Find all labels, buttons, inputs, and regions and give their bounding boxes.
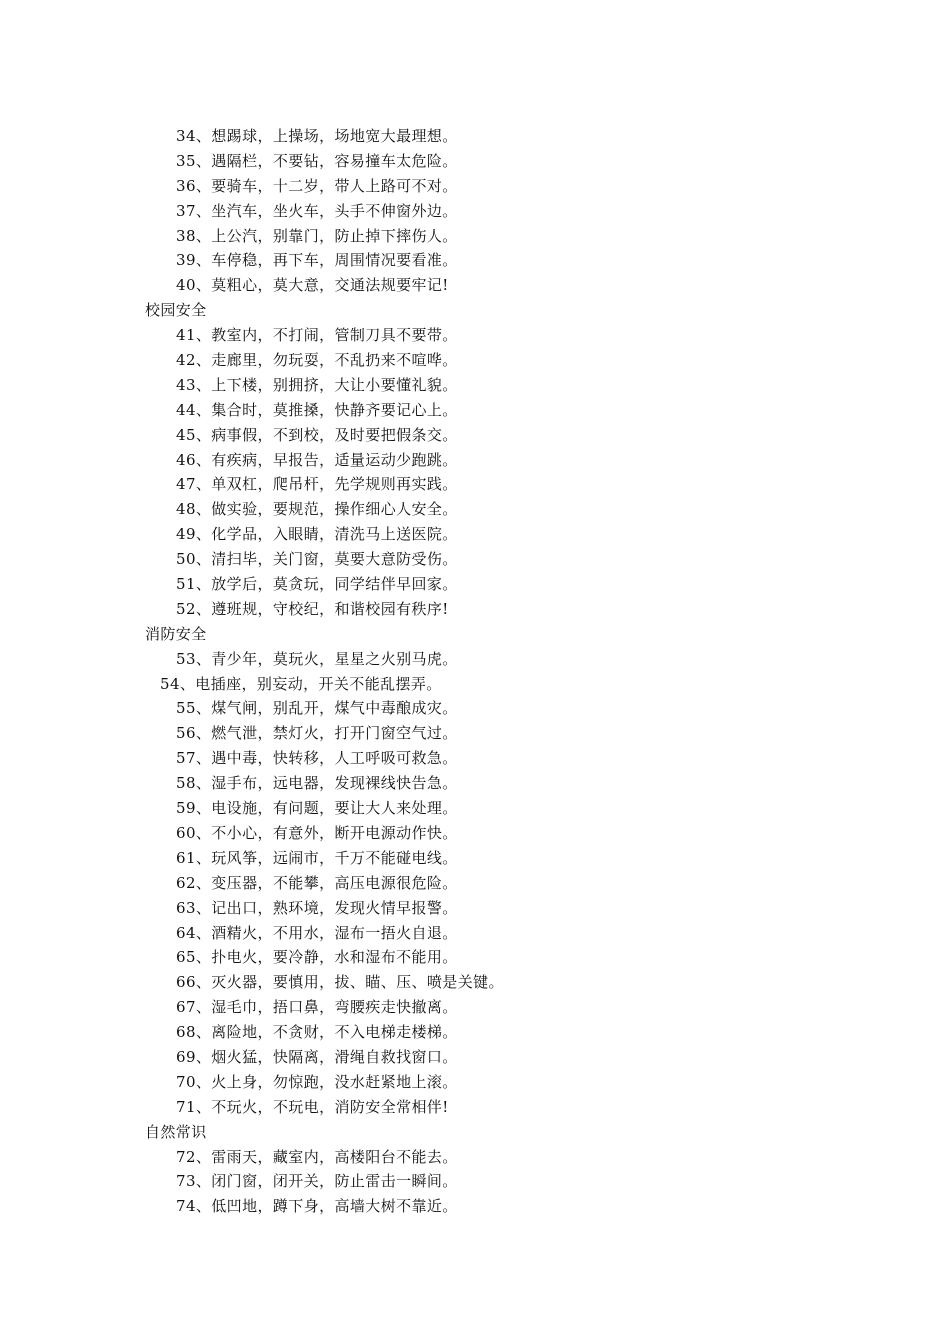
list-item: 58、湿手布，远电器，发现裸线快告急。 bbox=[176, 774, 458, 793]
list-item: 50、清扫毕，关门窗，莫要大意防受伤。 bbox=[176, 550, 458, 569]
section-heading: 消防安全 bbox=[145, 624, 207, 643]
list-item: 56、燃气泄，禁灯火，打开门窗空气过。 bbox=[176, 724, 458, 743]
list-item: 64、酒精火，不用水，湿布一捂火自退。 bbox=[176, 923, 458, 942]
list-item: 71、不玩火，不玩电，消防安全常相伴! bbox=[176, 1097, 449, 1116]
list-item: 53、青少年，莫玩火，星星之火别马虎。 bbox=[176, 649, 458, 668]
section-heading: 自然常识 bbox=[145, 1122, 207, 1141]
list-item: 42、走廊里，勿玩耍，不乱扔来不喧哗。 bbox=[176, 351, 458, 370]
list-item: 66、灭火器，要慎用，拔、瞄、压、喷是关键。 bbox=[176, 973, 504, 992]
list-item: 72、雷雨天，藏室内，高楼阳台不能去。 bbox=[176, 1147, 458, 1166]
list-item: 59、电设施，有问题，要让大人来处理。 bbox=[176, 799, 458, 818]
list-item: 36、要骑车，十二岁，带人上路可不对。 bbox=[176, 176, 458, 195]
list-item: 73、闭门窗，闭开关，防止雷击一瞬间。 bbox=[176, 1172, 458, 1191]
list-item: 63、记出口，熟环境，发现火情早报警。 bbox=[176, 898, 458, 917]
list-item: 54、电插座，别妄动，开关不能乱摆弄。 bbox=[160, 674, 442, 693]
list-item: 37、坐汽车，坐火车，头手不伸窗外边。 bbox=[176, 201, 458, 220]
list-item: 45、病事假，不到校，及时要把假条交。 bbox=[176, 425, 458, 444]
list-item: 34、想踢球，上操场，场地宽大最理想。 bbox=[176, 127, 458, 145]
list-item: 70、火上身，勿惊跑，没水赶紧地上滚。 bbox=[176, 1072, 458, 1091]
document-body bbox=[0, 124, 950, 1219]
list-item: 49、化学品，入眼睛，清洗马上送医院。 bbox=[176, 525, 458, 544]
list-item: 44、集合时，莫推搡，快静齐要记心上。 bbox=[176, 400, 458, 419]
list-item: 60、不小心，有意外，断开电源动作快。 bbox=[176, 823, 458, 842]
list-item: 55、煤气闸，别乱开，煤气中毒酿成灾。 bbox=[176, 699, 458, 718]
list-item: 61、玩风筝，远闹市，千万不能碰电线。 bbox=[176, 848, 458, 867]
list-item: 35、遇隔栏，不要钻，容易撞车太危险。 bbox=[176, 151, 458, 170]
list-item: 38、上公汽，别靠门，防止掉下摔伤人。 bbox=[176, 226, 458, 245]
list-item: 47、单双杠，爬吊杆，先学规则再实践。 bbox=[176, 475, 458, 494]
section-heading: 校园安全 bbox=[145, 301, 207, 320]
list-item: 51、放学后，莫贪玩，同学结伴早回家。 bbox=[176, 575, 458, 594]
list-item: 57、遇中毒，快转移，人工呼吸可救急。 bbox=[176, 749, 458, 768]
list-item: 67、湿毛巾，捂口鼻，弯腰疾走快撤离。 bbox=[176, 998, 458, 1017]
list-item: 68、离险地，不贪财，不入电梯走楼梯。 bbox=[176, 1023, 458, 1042]
list-item: 43、上下楼，别拥挤，大让小要懂礼貌。 bbox=[176, 375, 458, 394]
list-item: 74、低凹地，蹲下身，高墙大树不靠近。 bbox=[176, 1197, 458, 1216]
list-item: 62、变压器，不能攀，高压电源很危险。 bbox=[176, 873, 458, 892]
list-item: 40、莫粗心，莫大意，交通法规要牢记! bbox=[176, 276, 449, 295]
list-item: 48、做实验，要规范，操作细心人安全。 bbox=[176, 500, 458, 519]
list-item: 65、扑电火，要冷静，水和湿布不能用。 bbox=[176, 948, 458, 967]
list-item: 46、有疾病，早报告，适量运动少跑跳。 bbox=[176, 450, 458, 469]
list-item: 52、遵班规，守校纪，和谐校园有秩序! bbox=[176, 599, 449, 618]
list-item: 39、车停稳，再下车，周围情况要看准。 bbox=[176, 251, 458, 270]
list-item: 69、烟火猛，快隔离，滑绳自救找窗口。 bbox=[176, 1047, 458, 1066]
list-item: 41、教室内，不打闹，管制刀具不要带。 bbox=[176, 326, 458, 345]
